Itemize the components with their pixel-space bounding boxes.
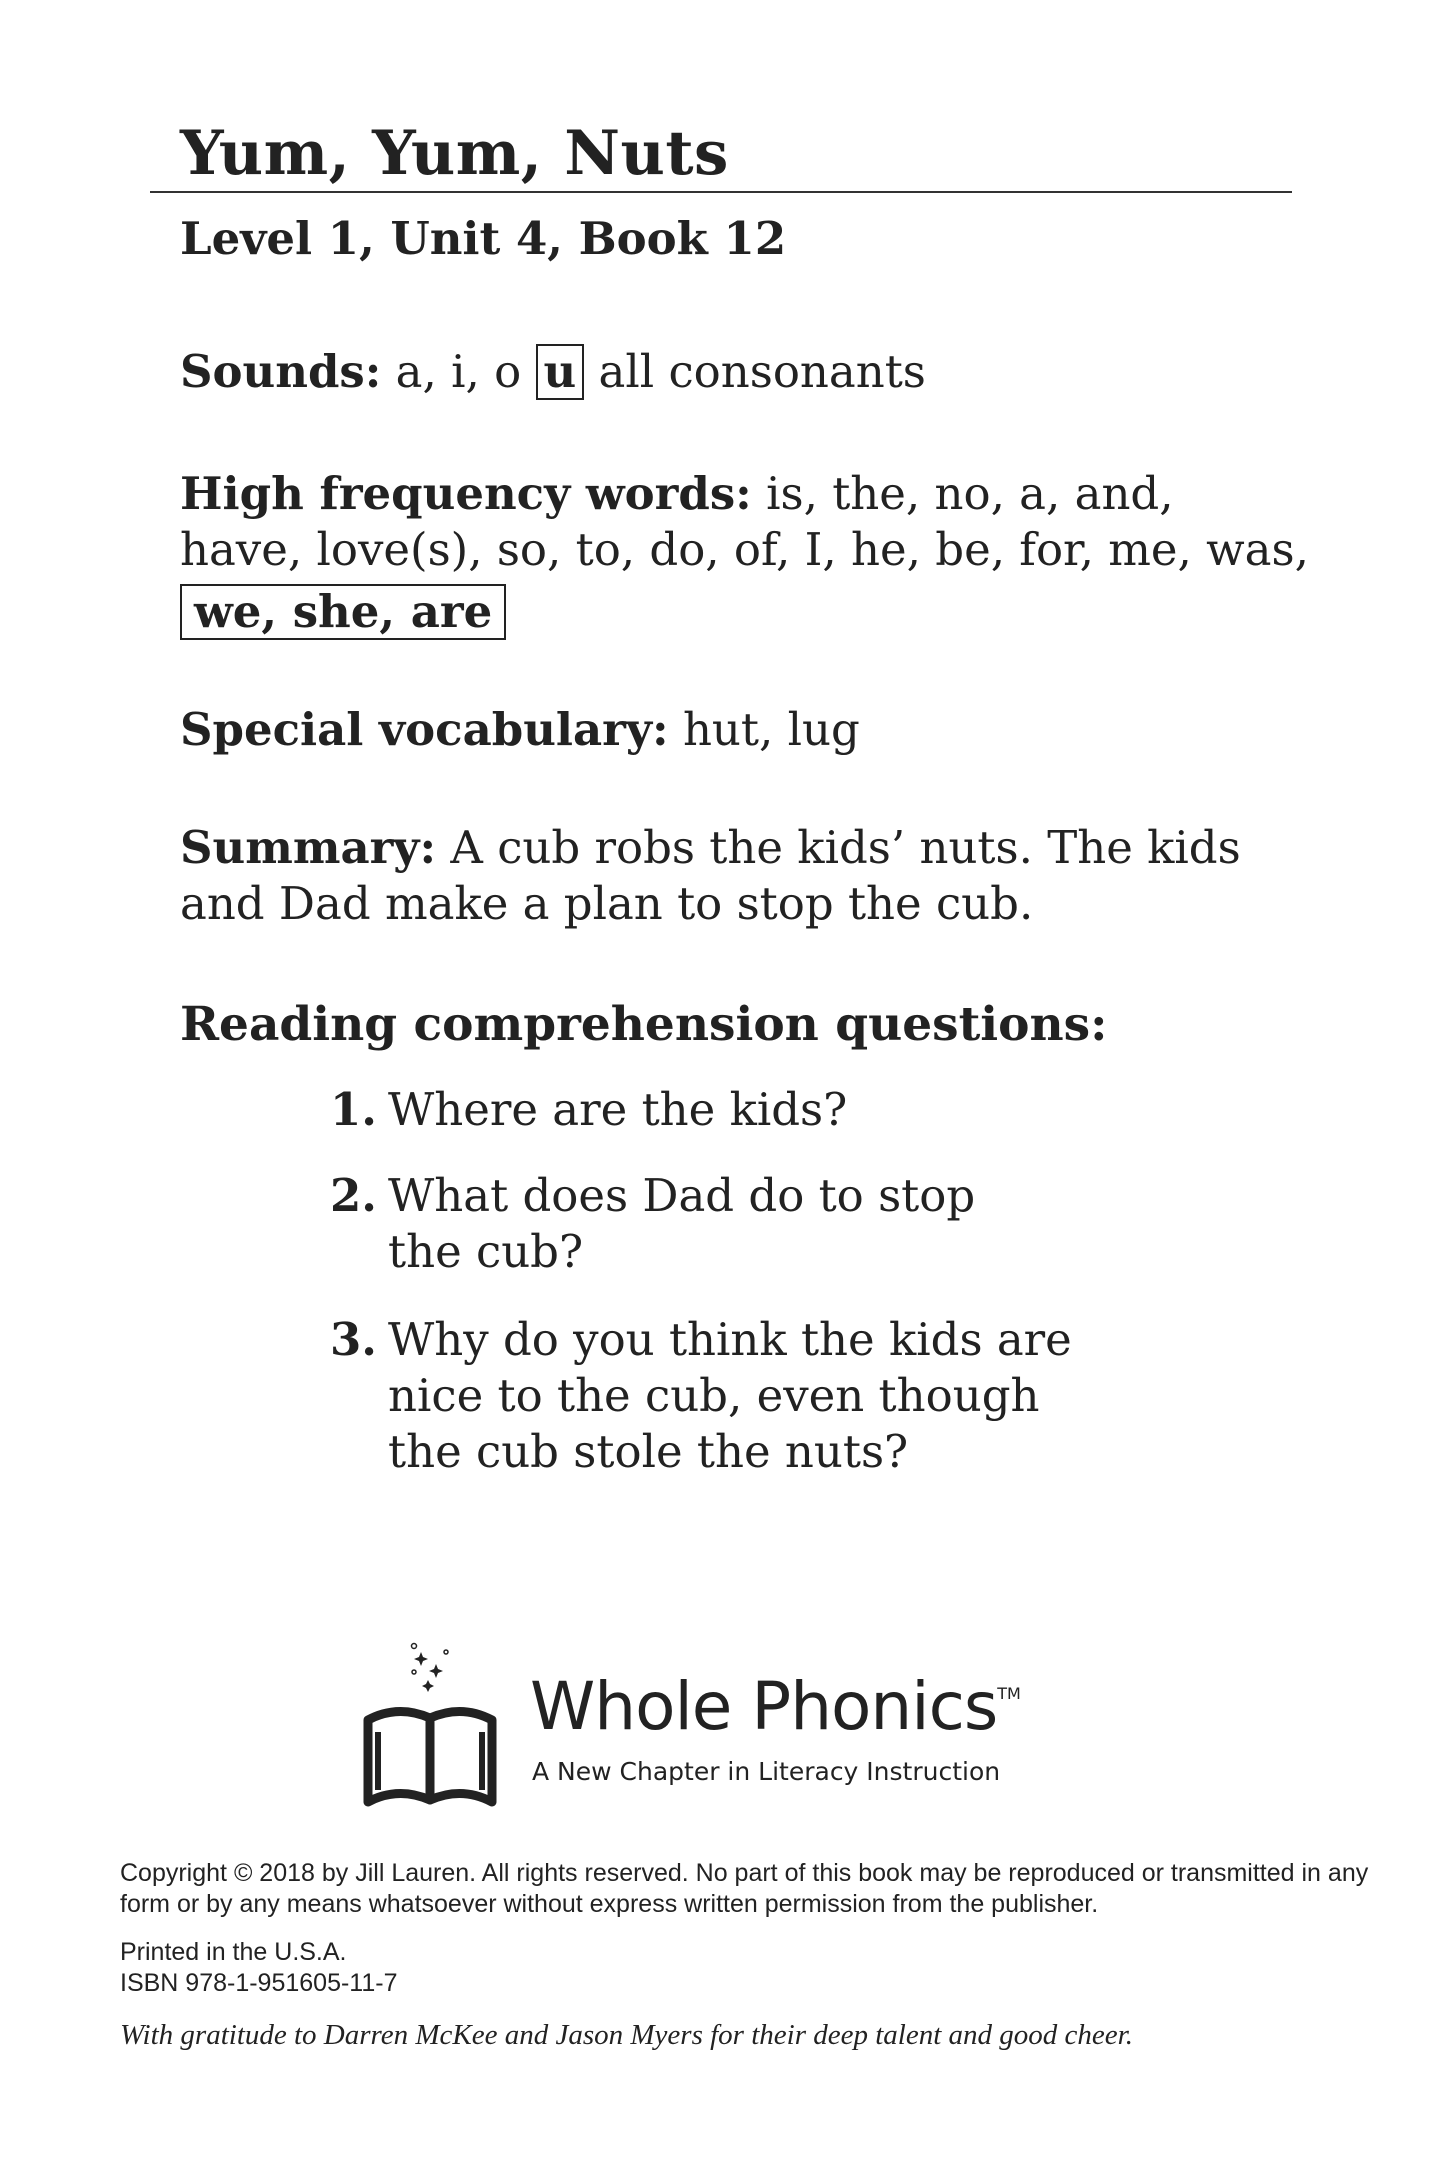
vocabulary-section	[180, 702, 860, 758]
book-level-info: Level 1, Unit 4, Book 12	[180, 212, 787, 265]
publication-info	[120, 1937, 398, 1999]
open-book-sparkles-icon	[358, 1640, 508, 1810]
high-frequency-section	[180, 466, 1330, 640]
question-1	[330, 1082, 847, 1138]
question-number: 2.	[330, 1169, 377, 1222]
trademark-mark: TM	[997, 1684, 1021, 1703]
summary-text: A cub robs the kids’ nuts. The kids and Dad make a plan to stop the cub.	[180, 821, 1241, 930]
book-title: Yum, Yum, Nuts	[180, 118, 729, 189]
question-2	[330, 1168, 975, 1280]
question-text: Why do you think the kids are	[388, 1313, 1072, 1366]
vocabulary-label: Special vocabulary:	[180, 703, 669, 756]
sounds-section	[180, 344, 926, 400]
question-number: 1.	[330, 1083, 377, 1136]
question-text: the cub stole the nuts?	[388, 1425, 909, 1478]
brand-name	[530, 1668, 1021, 1745]
high-frequency-label: High frequency words:	[180, 467, 752, 520]
printed-location: Printed in the U.S.A.	[120, 1938, 347, 1966]
copyright-notice: Copyright © 2018 by Jill Lauren. All rights reserved. No part of this book may be reproduced or transmitted in any form or by any means whatsoever without express written permission from the publisher.	[120, 1859, 1369, 1918]
acknowledgement: With gratitude to Darren McKee and Jason Myers for their deep talent and good cheer.	[120, 2019, 1133, 2051]
question-text: Where are the kids?	[388, 1083, 848, 1136]
sounds-label: Sounds:	[180, 345, 382, 398]
summary-section	[180, 820, 1300, 932]
high-frequency-line2: have, love(s), so, to, do, of, I, he, be, for, me, was,	[180, 523, 1309, 576]
high-frequency-new-words: we, she, are	[180, 584, 506, 640]
brand-tagline: A New Chapter in Literacy Instruction	[532, 1757, 1001, 1786]
question-text: What does Dad do to stop	[388, 1169, 976, 1222]
brand-name-text: Whole Phonics	[530, 1668, 998, 1745]
isbn: ISBN 978-1-951605-11-7	[120, 1969, 398, 1997]
question-text: nice to the cub, even though	[388, 1369, 1040, 1422]
title-divider	[150, 191, 1292, 193]
question-text: the cub?	[388, 1225, 584, 1278]
vocabulary-words: hut, lug	[682, 703, 860, 756]
sounds-list: a, i, o	[395, 345, 522, 398]
comprehension-heading: Reading comprehension questions:	[180, 997, 1108, 1052]
question-number: 3.	[330, 1313, 377, 1366]
sounds-consonants: all consonants	[598, 345, 926, 398]
sounds-new-sound: u	[536, 344, 585, 400]
question-3	[330, 1312, 1072, 1480]
summary-label: Summary:	[180, 821, 437, 874]
high-frequency-line1: is, the, no, a, and,	[766, 467, 1174, 520]
